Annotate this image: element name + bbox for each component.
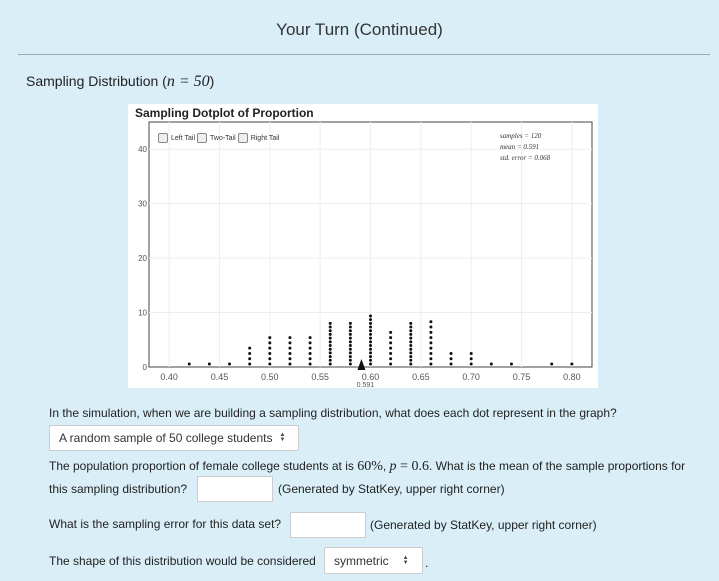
q2-comma: , [382,459,390,473]
question-4-trail: . [425,556,429,570]
data-dot [288,347,291,350]
select-arrows-icon: ▲ ▼ [279,432,286,443]
data-dot [409,355,412,358]
data-dot [309,347,312,350]
data-dot [409,337,412,340]
data-dot [369,344,372,347]
data-dot [288,336,291,339]
data-dot [550,363,553,366]
two-tail-label: Two-Tail [210,134,236,142]
data-dot [409,351,412,354]
question-3-note: (Generated by StatKey, upper right corner) [370,518,597,532]
data-dot [369,318,372,321]
data-dot [329,322,332,325]
data-dot [409,326,412,329]
shape-select-arrows-icon: ▲ ▼ [402,554,409,566]
data-dot [429,357,432,360]
data-dot [369,333,372,336]
data-dot [288,363,291,366]
data-dot [369,326,372,329]
data-dot [329,329,332,332]
x-tick-label: 0.45 [210,372,229,382]
question-3-text: What is the sampling error for this data set? [49,517,282,531]
data-dot [268,363,271,366]
left-tail-label: Left Tail [171,134,195,142]
data-dot [349,355,352,358]
dot-meaning-select[interactable] [49,425,299,451]
data-dot [248,352,251,355]
data-dot [329,355,332,358]
data-dot [409,344,412,347]
data-dot [228,363,231,366]
data-dot [268,352,271,355]
data-dot [329,326,332,329]
y-tick-label: 40 [138,145,147,155]
data-dot [510,363,513,366]
data-dot [389,347,392,350]
section-title-var: n [166,73,175,90]
data-dot [429,336,432,339]
data-dot [369,337,372,340]
data-dot [369,340,372,343]
data-dot [349,337,352,340]
two-tail-checkbox[interactable] [197,133,207,143]
data-dot [349,348,352,351]
data-dot [429,331,432,334]
q2-eq: = 0.6 [396,459,429,474]
stat-samples: samples = 120 [500,132,542,140]
data-dot [450,363,453,366]
data-dot [329,348,332,351]
data-dot [429,320,432,323]
question-2-note: (Generated by StatKey, upper right corner) [278,482,505,496]
section-title [26,73,214,91]
data-dot [309,357,312,360]
x-tick-label: 0.80 [563,372,581,382]
section-title-num: 50 [193,73,210,90]
data-dot [389,352,392,355]
y-tick-label: 10 [138,308,147,318]
data-dot [369,351,372,354]
data-dot [329,337,332,340]
data-dot [470,363,473,366]
data-dot [349,340,352,343]
data-dot [389,331,392,334]
data-dot [369,348,372,351]
page-title: Your Turn (Continued) [276,20,443,39]
summary-stats [500,131,550,164]
dot-meaning-selected: A random sample of 50 college students [59,431,273,445]
data-dot [329,344,332,347]
header-divider [18,54,710,55]
data-dot [369,329,372,332]
data-dot [369,314,372,317]
section-title-eq: = [174,73,194,90]
data-dot [349,359,352,362]
data-dot [429,347,432,350]
data-dot [309,352,312,355]
data-dot [188,363,191,366]
data-dot [429,363,432,366]
section-title-text: Sampling Distribution ( [26,73,167,89]
question-4-text: The shape of this distribution would be considered [49,554,316,568]
two-tail-option[interactable] [197,133,236,143]
q2-pct: 60% [357,459,383,474]
shape-selected: symmetric [334,553,389,568]
x-tick-label: 0.70 [462,372,480,382]
y-tick-label: 30 [138,199,147,209]
data-dot [248,347,251,350]
dotplot-panel [128,104,598,388]
data-dot [429,352,432,355]
stat-std-error: std. error = 0.068 [500,154,551,162]
mean-answer-input[interactable] [197,476,273,502]
data-dot [309,363,312,366]
left-tail-checkbox[interactable] [158,133,168,143]
data-dot [389,341,392,344]
data-dot [409,348,412,351]
x-tick-label: 0.75 [512,372,531,382]
tail-options [158,133,281,143]
data-dot [268,336,271,339]
data-dot [309,336,312,339]
data-dot [349,322,352,325]
data-dot [369,359,372,362]
data-dot [329,359,332,362]
data-dot [470,357,473,360]
x-tick-label: 0.60 [361,372,380,382]
data-dot [409,340,412,343]
data-dot [349,329,352,332]
data-dot [369,322,372,325]
data-dot [470,352,473,355]
data-dot [409,329,412,332]
question-1-text: In the simulation, when we are building a sampling distribution, what does each dot represent in the graph? [49,406,617,420]
data-dot [409,363,412,366]
data-dot [329,340,332,343]
y-tick-label: 0 [142,363,147,372]
data-dot [329,363,332,366]
x-tick-label: 0.40 [160,372,178,382]
data-dot [268,357,271,360]
q2-text-b: . What is the mean of the sample proportions for [428,459,686,473]
section-title-close: ) [209,73,215,89]
data-dot [329,333,332,336]
sampling-error-input[interactable] [290,512,366,538]
data-dot [570,363,573,366]
data-dot [450,352,453,355]
q2-p: p [389,459,397,474]
data-dot [248,357,251,360]
dotplot-heading: Sampling Dotplot of Proportion [135,106,314,120]
data-dot [389,363,392,366]
data-dot [409,322,412,325]
data-dot [429,326,432,329]
right-tail-option[interactable] [238,133,280,143]
right-tail-checkbox[interactable] [238,133,248,143]
data-dot [450,357,453,360]
data-dot [369,355,372,358]
x-tick-label: 0.50 [261,372,279,382]
question-2-text-cont: this sampling distribution? [49,482,188,496]
data-dot [369,363,372,366]
left-tail-option[interactable] [158,133,195,143]
data-dot [389,336,392,339]
data-dot [288,352,291,355]
data-dot [409,359,412,362]
x-tick-label: 0.65 [412,372,430,382]
data-dot [288,341,291,344]
data-dot [248,363,251,366]
data-dot [409,333,412,336]
data-dot [349,351,352,354]
data-dot [268,347,271,350]
mean-marker-label: 0.591 [356,382,375,388]
data-dot [490,363,493,366]
data-dot [349,344,352,347]
question-2-text [49,455,714,478]
q2-text-a: The population proportion of female college students at is [49,459,358,473]
x-tick-label: 0.55 [311,372,329,382]
y-tick-label: 20 [138,254,147,264]
right-tail-label: Right Tail [250,134,280,142]
data-dot [389,357,392,360]
data-dot [349,326,352,329]
data-dot [208,363,211,366]
shape-select[interactable] [324,547,423,574]
data-dot [349,333,352,336]
data-dot [268,341,271,344]
data-dot [349,363,352,366]
stat-mean: mean = 0.591 [500,143,540,151]
data-dot [309,341,312,344]
data-dot [329,351,332,354]
data-dot [288,357,291,360]
data-dot [429,341,432,344]
